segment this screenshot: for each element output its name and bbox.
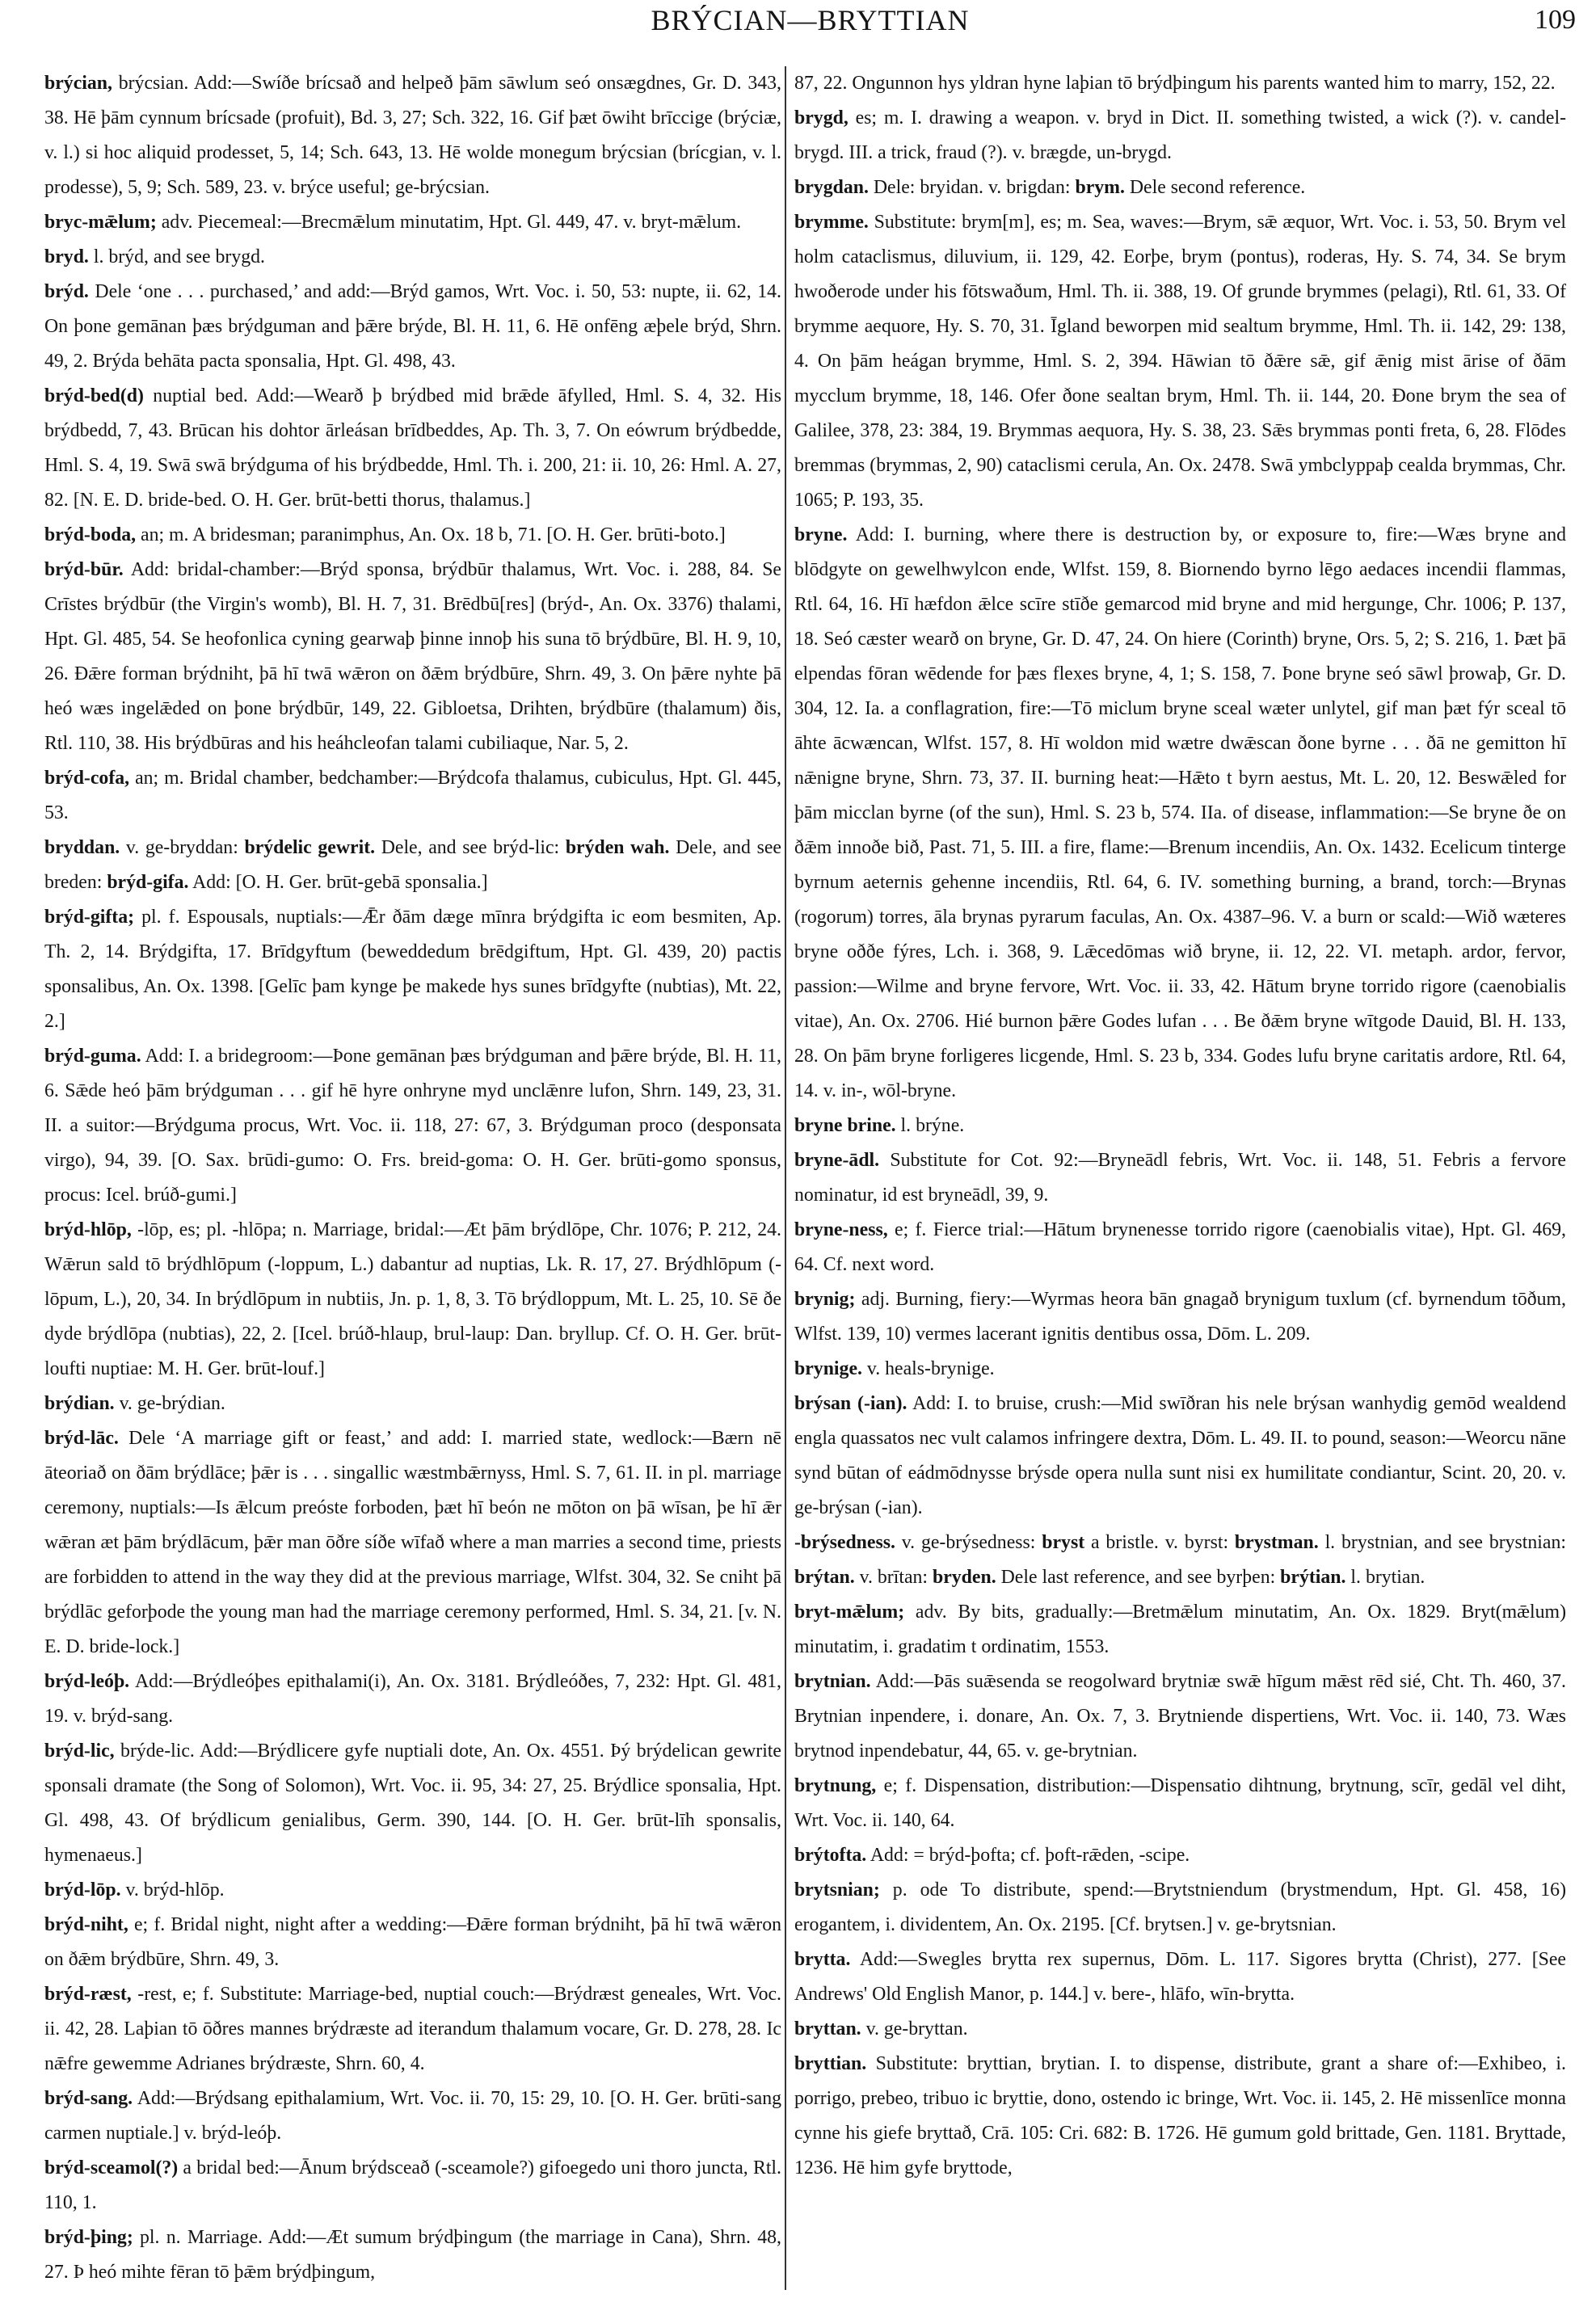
headword: bryne.	[794, 524, 848, 545]
entry-text: Add: = brýd-þofta; cf. þoft-rǣden, -scipe.	[866, 1845, 1190, 1866]
dictionary-entry	[794, 101, 1566, 170]
entry-text: v. ge-brýsedness:	[895, 1532, 1042, 1553]
headword: brýd-bed(d)	[44, 385, 144, 406]
right-column	[786, 66, 1566, 2290]
dictionary-entry	[44, 518, 781, 553]
entry-text: Add:—Brýdsang epithalamium, Wrt. Voc. ii. 70, 15: 29, 10. [O. H. Ger. brūti-sang carmen nuptiale.] v. brýd-leóþ.	[44, 2088, 781, 2144]
headword: brýdelic gewrit.	[244, 837, 376, 858]
entry-text: e; f. Fierce trial:—Hātum brynenesse torrido rigore (caenobialis vitae), Hpt. Gl. 469, 64. Cf. next word.	[794, 1219, 1566, 1275]
dictionary-entry	[44, 1039, 781, 1213]
headword: bryne-ādl.	[794, 1150, 880, 1171]
entry-text: adv. By bits, gradually:—Bretmǣlum minutatim, An. Ox. 1829. Bryt(mǣlum) minutatim, i. gradatim t ordinatim, 1553.	[794, 1602, 1566, 1657]
headword: brýtofta.	[794, 1845, 867, 1866]
dictionary-entry	[794, 1213, 1566, 1282]
entry-text: brýcsian. Add:—Swíðe brícsað and helpeð þām sāwlum seó onsægdnes, Gr. D. 343, 38. Hē þām cynnum brícsade (profuit), Bd. 3, 27; Sch. 322, 16. Gif þæt ōwiht brīccige (brýciæ, v. l.) si hoc aliquid prodesset, 5, 14; Sch. 643, 13. Hē wolde monegum brýcsian (brícgian, v. l. prodesse), 5, 9; Sch. 589, 23. v. brýce useful; ge-brýcsian.	[44, 73, 781, 198]
headword: brýd-lōp.	[44, 1880, 121, 1901]
entry-text: Substitute: brym[m], es; m. Sea, waves:—Brym, sǣ æquor, Wrt. Voc. i. 53, 50. Brym vel holm cataclismus, diluvium, ii. 129, 42. Eorþe, brym (pontus), roderas, Hy. S. 74, 34. Se brym hwoðerode under his fōtswaðum, Hml. Th. ii. 388, 19. Of grunde brymmes (pelagi), Rtl. 61, 33. Of brymme aequore, Hy. S. 70, 31. Īgland beworpen mid sealtum brymme, Hml. Th. ii. 142, 29: 138, 4. On þām heágan brymme, Hml. S. 2, 394. Hāwian tō ðǣre sǣ, gif ǣnig mist ārise of ðām mycclum brymme, 18, 146. Ofer ðone sealtan brym, Hml. Th. ii. 144, 20. Ðone brym the sea of Galilee, 378, 23: 384, 19. Brymmas aequora, Hy. S. 38, 23. Sǣs brymmas ponti freta, 6, 28. Flōdes bremmas (brymmas, 2, 90) cataclismi cerula, An. Ox. 2478. Swā ymbclyppaþ cealda brymmas, Chr. 1065; P. 193, 35.	[794, 212, 1566, 511]
headword: bryne-ness,	[794, 1219, 888, 1240]
headword: bryttian.	[794, 2053, 867, 2074]
headword: brýd-þing;	[44, 2227, 133, 2248]
entry-text: l. brytian.	[1345, 1567, 1425, 1588]
dictionary-entry	[44, 275, 781, 379]
dictionary-entry	[44, 2220, 781, 2290]
columns	[44, 66, 1576, 2290]
dictionary-entry	[44, 1873, 781, 1908]
dictionary-entry	[794, 1873, 1566, 1943]
entry-text: Add: I. a bridegroom:—Þone gemānan þæs brýdguman and þǣre brýde, Bl. H. 11, 6. Sǣde heó þām brýdguman . . . gif hē hyre onhryne myd unclǣnre lufon, Shrn. 149, 23, 31. II. a suitor:—Brýdguma procus, Wrt. Voc. ii. 118, 27: 67, 3. Brýdguman proco (desponsata virgo), 94, 39. [O. Sax. brūdi-gumo: O. Frs. breid-goma: O. H. Ger. brūti-gomo sponsus, procus: Icel. brúð-gumi.]	[44, 1046, 781, 1206]
headword: brym.	[1075, 177, 1125, 198]
entry-text: Dele: bryidan. v. brigdan:	[868, 177, 1076, 198]
dictionary-entry	[794, 2012, 1566, 2047]
entry-text: Add:—Þās suǣsenda se reogolward brytniæ swǣ hīgum mǣst rēd sié, Cht. Th. 460, 37. Brytnian inpendere, i. donare, An. Ox. 7, 3. Brytniende dispertiens, Wrt. Voc. ii. 140, 73. Wæs brytnod inpendebatur, 44, 65. v. ge-brytnian.	[794, 1671, 1566, 1762]
dictionary-entry	[44, 379, 781, 518]
headword: bryt-mǣlum;	[794, 1602, 905, 1623]
headword: brýsan (-ian).	[794, 1393, 907, 1414]
headword: bryd.	[44, 246, 89, 267]
dictionary-entry	[44, 1387, 781, 1421]
dictionary-entry	[794, 1943, 1566, 2012]
headword: brýdian.	[44, 1393, 115, 1414]
page-number: 109	[1535, 5, 1576, 35]
headword: brýd-guma.	[44, 1046, 141, 1067]
headword: brýd-gifa.	[107, 872, 189, 893]
running-title: BRÝCIAN—BRYTTIAN	[651, 4, 970, 36]
dictionary-entry	[44, 240, 781, 275]
entry-text: nuptial bed. Add:—Wearð þ brýdbed mid brǣde āfylled, Hml. S. 4, 32. His brýdbedd, 7, 43. Brūcan his dohtor ārleásan brīdbeddes, Ap. Th. 3, 7. On eówrum brýdbedde, Hml. S. 4, 19. Swā swā brýdguma of his brýdbedde, Hml. Th. i. 200, 21: ii. 10, 26: Hml. A. 27, 82. [N. E. D. bride-bed. O. H. Ger. brūt-betti thorus, thalamus.]	[44, 385, 781, 511]
dictionary-entry	[794, 1665, 1566, 1769]
entry-text: e; f. Bridal night, night after a wedding:—Ðǣre forman brýdniht, þā hī twā wǣron on ðǣm brýdbūre, Shrn. 49, 3.	[44, 1914, 781, 1970]
headword: brýd-boda,	[44, 524, 137, 545]
headword: brýd-cofa,	[44, 768, 130, 789]
dictionary-entry	[794, 1352, 1566, 1387]
entry-text: Add: I. burning, where there is destruction by, or exposure to, fire:—Wæs bryne and blōdgyte on gewelhwylcon ende, Wlfst. 159, 8. Biornendo byrno lēgo aedaces incendii flammas, Rtl. 64, 16. Hī hæfdon ǣlce scīre stīðe gemarcod mid bryne and mid hergunge, Chr. 1006; P. 137, 18. Seó cæster wearð on bryne, Gr. D. 47, 24. On hiere (Corinth) bryne, Ors. 5, 2; S. 216, 1. Þæt þā elpendas fōran wēdende for þæs flexes bryne, 4, 1; S. 158, 7. Þone bryne seó sāwl þrowaþ, Gr. D. 304, 12. Ia. a conflagration, fire:—Tō miclum bryne sceal wæter unlytel, gif man þæt fýr sceal tō āhte ācwæncan, Wlfst. 157, 8. Hī woldon mid wætre dwǣscan ðone byrne . . . ðā ne gemitton hī nǣnigne bryne, Shrn. 73, 37. II. burning heat:—Hǣto t byrn aestus, Mt. L. 20, 12. Beswǣled for þām micclan byrne (of the sun), Hml. S. 23 b, 574. IIa. of disease, inflammation:—Se bryne ðe on ðǣm innoðe bið, Past. 71, 5. III. a fire, flame:—Brenum incendiis, An. Ox. 1432. Ecelicum tinterge byrnum aeternis gehenne incendiis, Rtl. 64, 6. IV. something burning, a brand, torch:—Brynas (rogorum) torres, āla brynas pyrarum faculas, An. Ox. 4387–96. V. a burn or scald:—Wið wæteres bryne oððe fýres, Lch. i. 368, 9. Lǣcedōmas wið bryne, ii. 12, 22. VI. metaph. ardor, fervor, passion:—Wilme and bryne fervore, Wrt. Voc. ii. 33, 42. Hātum bryne torrido rigore (caenobialis vitae), An. Ox. 2706. Hié burnon þǣre Godes lufan . . . Be ðǣm bryne wītgode Dauid, Bl. H. 133, 28. On þām bryne forligeres licgende, Hml. S. 23 b, 334. Godes lufu bryne caritatis ardore, Rtl. 64, 14. v. in-, wōl-bryne.	[794, 524, 1566, 1101]
entry-text: p. ode To distribute, spend:—Brytstniendum (brystmendum, Hpt. Gl. 458, 16) erogantem, i. dividentem, An. Ox. 2195. [Cf. brytsen.] v. ge-brytsnian.	[794, 1880, 1566, 1935]
dictionary-entry	[794, 205, 1566, 518]
dictionary-entry	[794, 66, 1566, 101]
entry-text: v. brýd-hlōp.	[120, 1880, 225, 1901]
headword: brýd-ræst,	[44, 1984, 132, 2005]
dictionary-entry	[44, 1213, 781, 1387]
dictionary-entry	[794, 1387, 1566, 1526]
headword: brytnung,	[794, 1775, 877, 1796]
headword: brýd-lāc.	[44, 1428, 119, 1449]
entry-text: brýde-lic. Add:—Brýdlicere gyfe nuptiali dote, An. Ox. 4551. Þý brýdelican gewrite sponsali dramate (the Song of Solomon), Wrt. Voc. ii. 95, 34: 27, 25. Brýdlice sponsalia, Hpt. Gl. 498, 43. Of brýdlicum genialibus, Germ. 390, 144. [O. H. Ger. brūt-līh sponsalis, hymenaeus.]	[44, 1741, 781, 1866]
left-column	[44, 66, 785, 2290]
entry-text: pl. n. Marriage. Add:—Æt sumum brýdþingum (the marriage in Cana), Shrn. 48, 27. Þ heó mihte fēran tō þǣm brýdþingum,	[44, 2227, 781, 2283]
dictionary-entry	[44, 1665, 781, 1734]
headword: bryttan.	[794, 2018, 861, 2039]
entry-text: Add:—Brýdleóþes epithalami(i), An. Ox. 3181. Brýdleóðes, 7, 232: Hpt. Gl. 481, 19. v. brýd-sang.	[44, 1671, 781, 1727]
entry-text: Substitute for Cot. 92:—Bryneādl febris, Wrt. Voc. ii. 148, 51. Febris a fervore nominatur, id est bryneādl, 39, 9.	[794, 1150, 1566, 1206]
headword: bryst	[1042, 1532, 1085, 1553]
headword: brýd-sceamol(?)	[44, 2157, 179, 2178]
entry-text: -rest, e; f. Substitute: Marriage-bed, nuptial couch:—Brýdræst geneales, Wrt. Voc. ii. 42, 28. Laþian tō ōðres mannes brýdræste ad iterandum thalamum vocare, Gr. D. 278, 28. Ic nǣfre gewemme Adrianes brýdræste, Shrn. 60, 4.	[44, 1984, 781, 2074]
dictionary-entry	[44, 761, 781, 831]
dictionary-entry	[44, 1734, 781, 1873]
entry-text: Add: bridal-chamber:—Brýd sponsa, brýdbūr thalamus, Wrt. Voc. i. 288, 84. Se Crīstes brýdbūr (the Virgin's womb), Bl. H. 7, 31. Brēdbū[res] (brýd-, An. Ox. 3376) thalami, Hpt. Gl. 485, 54. Se heofonlica cyning gearwaþ þinne innoþ his suna tō brýdbūre, Bl. H. 9, 10, 26. Ðǣre forman brýdniht, þā hī twā wǣron on ðǣm brýdbūre, Shrn. 49, 3. On þǣre nyhte þā heó wæs ingelǣded on þone brýdbūr, 149, 22. Gibloetsa, Drihten, brýdbūre (thalamum) ðis, Rtl. 110, 38. His brýdbūras and his heáhcleofan talami cubiliaque, Nar. 5, 2.	[44, 559, 781, 754]
entry-text: a bristle. v. byrst:	[1084, 1532, 1235, 1553]
dictionary-entry	[794, 1595, 1566, 1665]
entry-text: a bridal bed:—Ānum brýdsceað (-sceamole?) gifoegedo uni thoro juncta, Rtl. 110, 1.	[44, 2157, 781, 2213]
entry-text: v. ge-bryddan:	[120, 837, 245, 858]
headword: brytnian.	[794, 1671, 871, 1692]
dictionary-entry	[44, 2082, 781, 2151]
headword: brymme.	[794, 212, 869, 233]
entry-text: Dele ‘A marriage gift or feast,’ and add: I. married state, wedlock:—Bærn nē āteoriað on ðām brýdlāce; þǣr is . . . singallic wæstmbǣrnyss, Hml. S. 7, 61. II. in pl. marriage ceremony, nuptials:—Is ǣlcum preóste forboden, þæt hī beón ne mōton on þā wīsan, þe hī ǣr wǣran æt þām brýdlācum, þǣr man ōðre síðe wīfað where a man marries a second time, priests are forbidden to attend in the way they did at the previous marriage, Wlfst. 304, 32. Se cniht þā brýdlāc geforþode the young man had the marriage ceremony performed, Hml. S. 34, 21. [v. N. E. D. bride-lock.]	[44, 1428, 781, 1657]
dictionary-entry	[44, 205, 781, 240]
headword: brýd-lic,	[44, 1741, 115, 1762]
dictionary-entry	[44, 2151, 781, 2220]
headword: brygd,	[794, 107, 849, 128]
entry-text: Dele ‘one . . . purchased,’ and add:—Brýd gamos, Wrt. Voc. i. 50, 53: nupte, ii. 62, 14. On þone gemānan þæs brýdguman and þǣre brýde, Bl. H. 11, 6. Hē onfēng æþele brýd, Shrn. 49, 2. Brýda behāta pacta sponsalia, Hpt. Gl. 498, 43.	[44, 281, 781, 372]
headword: bryden.	[932, 1567, 996, 1588]
entry-text: l. brýd, and see brygd.	[88, 246, 265, 267]
entry-text: Dele last reference, and see byrþen:	[996, 1567, 1281, 1588]
headword: brýd-sang.	[44, 2088, 133, 2109]
headword: brynige.	[794, 1358, 862, 1379]
headword: -brýsedness.	[794, 1532, 895, 1553]
headword: brýd-niht,	[44, 1914, 128, 1935]
headword: bryc-mǣlum;	[44, 212, 157, 233]
entry-text: e; f. Dispensation, distribution:—Dispensatio dihtnung, brytnung, scīr, gedāl vel diht, Wrt. Voc. ii. 140, 64.	[794, 1775, 1566, 1831]
dictionary-entry	[44, 66, 781, 205]
dictionary-entry	[44, 553, 781, 761]
headword: brýden wah.	[565, 837, 670, 858]
dictionary-entry	[794, 1838, 1566, 1873]
headword: brýd-būr.	[44, 559, 124, 580]
headword: brytsnian;	[794, 1880, 880, 1901]
headword: brýtian.	[1280, 1567, 1346, 1588]
dictionary-entry	[794, 1109, 1566, 1143]
dictionary-entry	[44, 831, 781, 900]
headword: brýtan.	[794, 1567, 855, 1588]
headword: brýd-gifta;	[44, 907, 135, 928]
dictionary-entry	[794, 2047, 1566, 2186]
entry-text: Add: [O. H. Ger. brūt-gebā sponsalia.]	[188, 872, 488, 893]
entry-text: Dele second reference.	[1124, 177, 1306, 198]
entry-text: l. brystnian, and see brystnian:	[1318, 1532, 1566, 1553]
dictionary-entry	[794, 1143, 1566, 1213]
headword: brýd-leóþ.	[44, 1671, 130, 1692]
dictionary-entry	[794, 1282, 1566, 1352]
entry-text: Dele, and see brýd-lic:	[375, 837, 566, 858]
entry-text: adv. Piecemeal:—Brecmǣlum minutatim, Hpt. Gl. 449, 47. v. bryt-mǣlum.	[156, 212, 742, 233]
headword: brystman.	[1234, 1532, 1319, 1553]
entry-text: v. heals-brynige.	[861, 1358, 995, 1379]
entry-text: Add:—Swegles brytta rex supernus, Dōm. L. 117. Sigores brytta (Christ), 277. [See Andrews' Old English Manor, p. 144.] v. bere-, hlāfo, wīn-brytta.	[794, 1949, 1566, 2005]
headword: bryne brine.	[794, 1115, 896, 1136]
dictionary-entry	[44, 1421, 781, 1665]
headword: brýd-hlōp,	[44, 1219, 132, 1240]
entry-text: -lōp, es; pl. -hlōpa; n. Marriage, bridal:—Æt þām brýdlōpe, Chr. 1076; P. 212, 24. Wǣrun sald tō brýdhlōpum (-loppum, L.) dabantur ad nuptias, Lk. R. 17, 27. Brýdhlōpum (-lōpum, L.), 20, 34. In brýdlōpum in nubtiis, Jn. p. 1, 8, 3. Tō brýdloppum, Mt. L. 25, 10. Sē ðe dyde brýdlōpa (nubtias), 22, 2. [Icel. brúð-hlaup, brul-laup: Dan. bryllup. Cf. O. H. Ger. brūt-loufti nuptiae: M. H. Ger. brūt-louf.]	[44, 1219, 781, 1379]
entry-text: l. brýne.	[895, 1115, 965, 1136]
entry-text: v. brītan:	[854, 1567, 933, 1588]
entry-text: v. ge-bryttan.	[861, 2018, 968, 2039]
dictionary-entry	[794, 518, 1566, 1109]
dictionary-entry	[44, 1908, 781, 1977]
dictionary-entry	[794, 1769, 1566, 1838]
entry-text: v. ge-brýdian.	[114, 1393, 225, 1414]
headword: brygdan.	[794, 177, 869, 198]
dictionary-entry	[44, 1977, 781, 2082]
dictionary-entry	[794, 170, 1566, 205]
entry-text: adj. Burning, fiery:—Wyrmas heora bān gnagað brynigum tuxlum (cf. byrnendum tōðum, Wlfst. 139, 10) vermes lacerant ignitis dentibus ossa, Dōm. L. 209.	[794, 1289, 1566, 1345]
headword: brytta.	[794, 1949, 851, 1970]
page-header	[44, 3, 1576, 66]
headword: brýd.	[44, 281, 89, 302]
entry-text: Dele, and see breden:	[44, 837, 781, 893]
entry-text: Substitute: bryttian, brytian. I. to dispense, distribute, grant a share of:—Exhibeo, i. porrigo, prebeo, tribuo ic bryttie, dono, ostendo ic bringe, Wrt. Voc. ii. 145, 2. Hē missenlīce monna cynne his giefe bryttað, Crā. 105: Cri. 682: B. 1726. Hē gumum gold brittade, Gen. 1181. Bryttade, 1236. Hē him gyfe bryttode,	[794, 2053, 1566, 2178]
headword: bryddan.	[44, 837, 120, 858]
entry-text: Add: I. to bruise, crush:—Mid swīðran his nele brýsan wanhydig gemōd wealdend engla quassatos nec vult calamos infringere dextra, Dōm. L. 49. II. to pound, season:—Weorcu nāne synd būtan of eádmōdnysse brýsde opera nulla sunt nisi ex humilitate condiantur, Scint. 20, 20. v. ge-brýsan (-ian).	[794, 1393, 1566, 1518]
entry-text: an; m. Bridal chamber, bedchamber:—Brýdcofa thalamus, cubiculus, Hpt. Gl. 445, 53.	[44, 768, 781, 823]
entry-text: es; m. I. drawing a weapon. v. bryd in Dict. II. something twisted, a wick (?). v. candel-brygd. III. a trick, fraud (?). v. brægde, un-brygd.	[794, 107, 1566, 163]
entry-text: an; m. A bridesman; paranimphus, An. Ox. 18 b, 71. [O. H. Ger. brūti-boto.]	[136, 524, 726, 545]
dictionary-entry	[44, 900, 781, 1039]
dictionary-entry	[794, 1526, 1566, 1595]
headword: brynig;	[794, 1289, 856, 1310]
entry-text: pl. f. Espousals, nuptials:—Ǣr ðām dæge mīnra brýdgifta ic eom besmiten, Ap. Th. 2, 14. Brýdgifta, 17. Brīdgyftum (beweddedum brēdgiftum, Hpt. Gl. 439, 20) pactis sponsalibus, An. Ox. 1398. [Gelīc þam kynge þe makede hys sunes brīdgyfte (nubtias), Mt. 22, 2.]	[44, 907, 781, 1032]
headword: brýcian,	[44, 73, 112, 94]
entry-text: 87, 22. Ongunnon hys yldran hyne laþian tō brýdþingum his parents wanted him to marry, 152, 22.	[794, 73, 1556, 94]
